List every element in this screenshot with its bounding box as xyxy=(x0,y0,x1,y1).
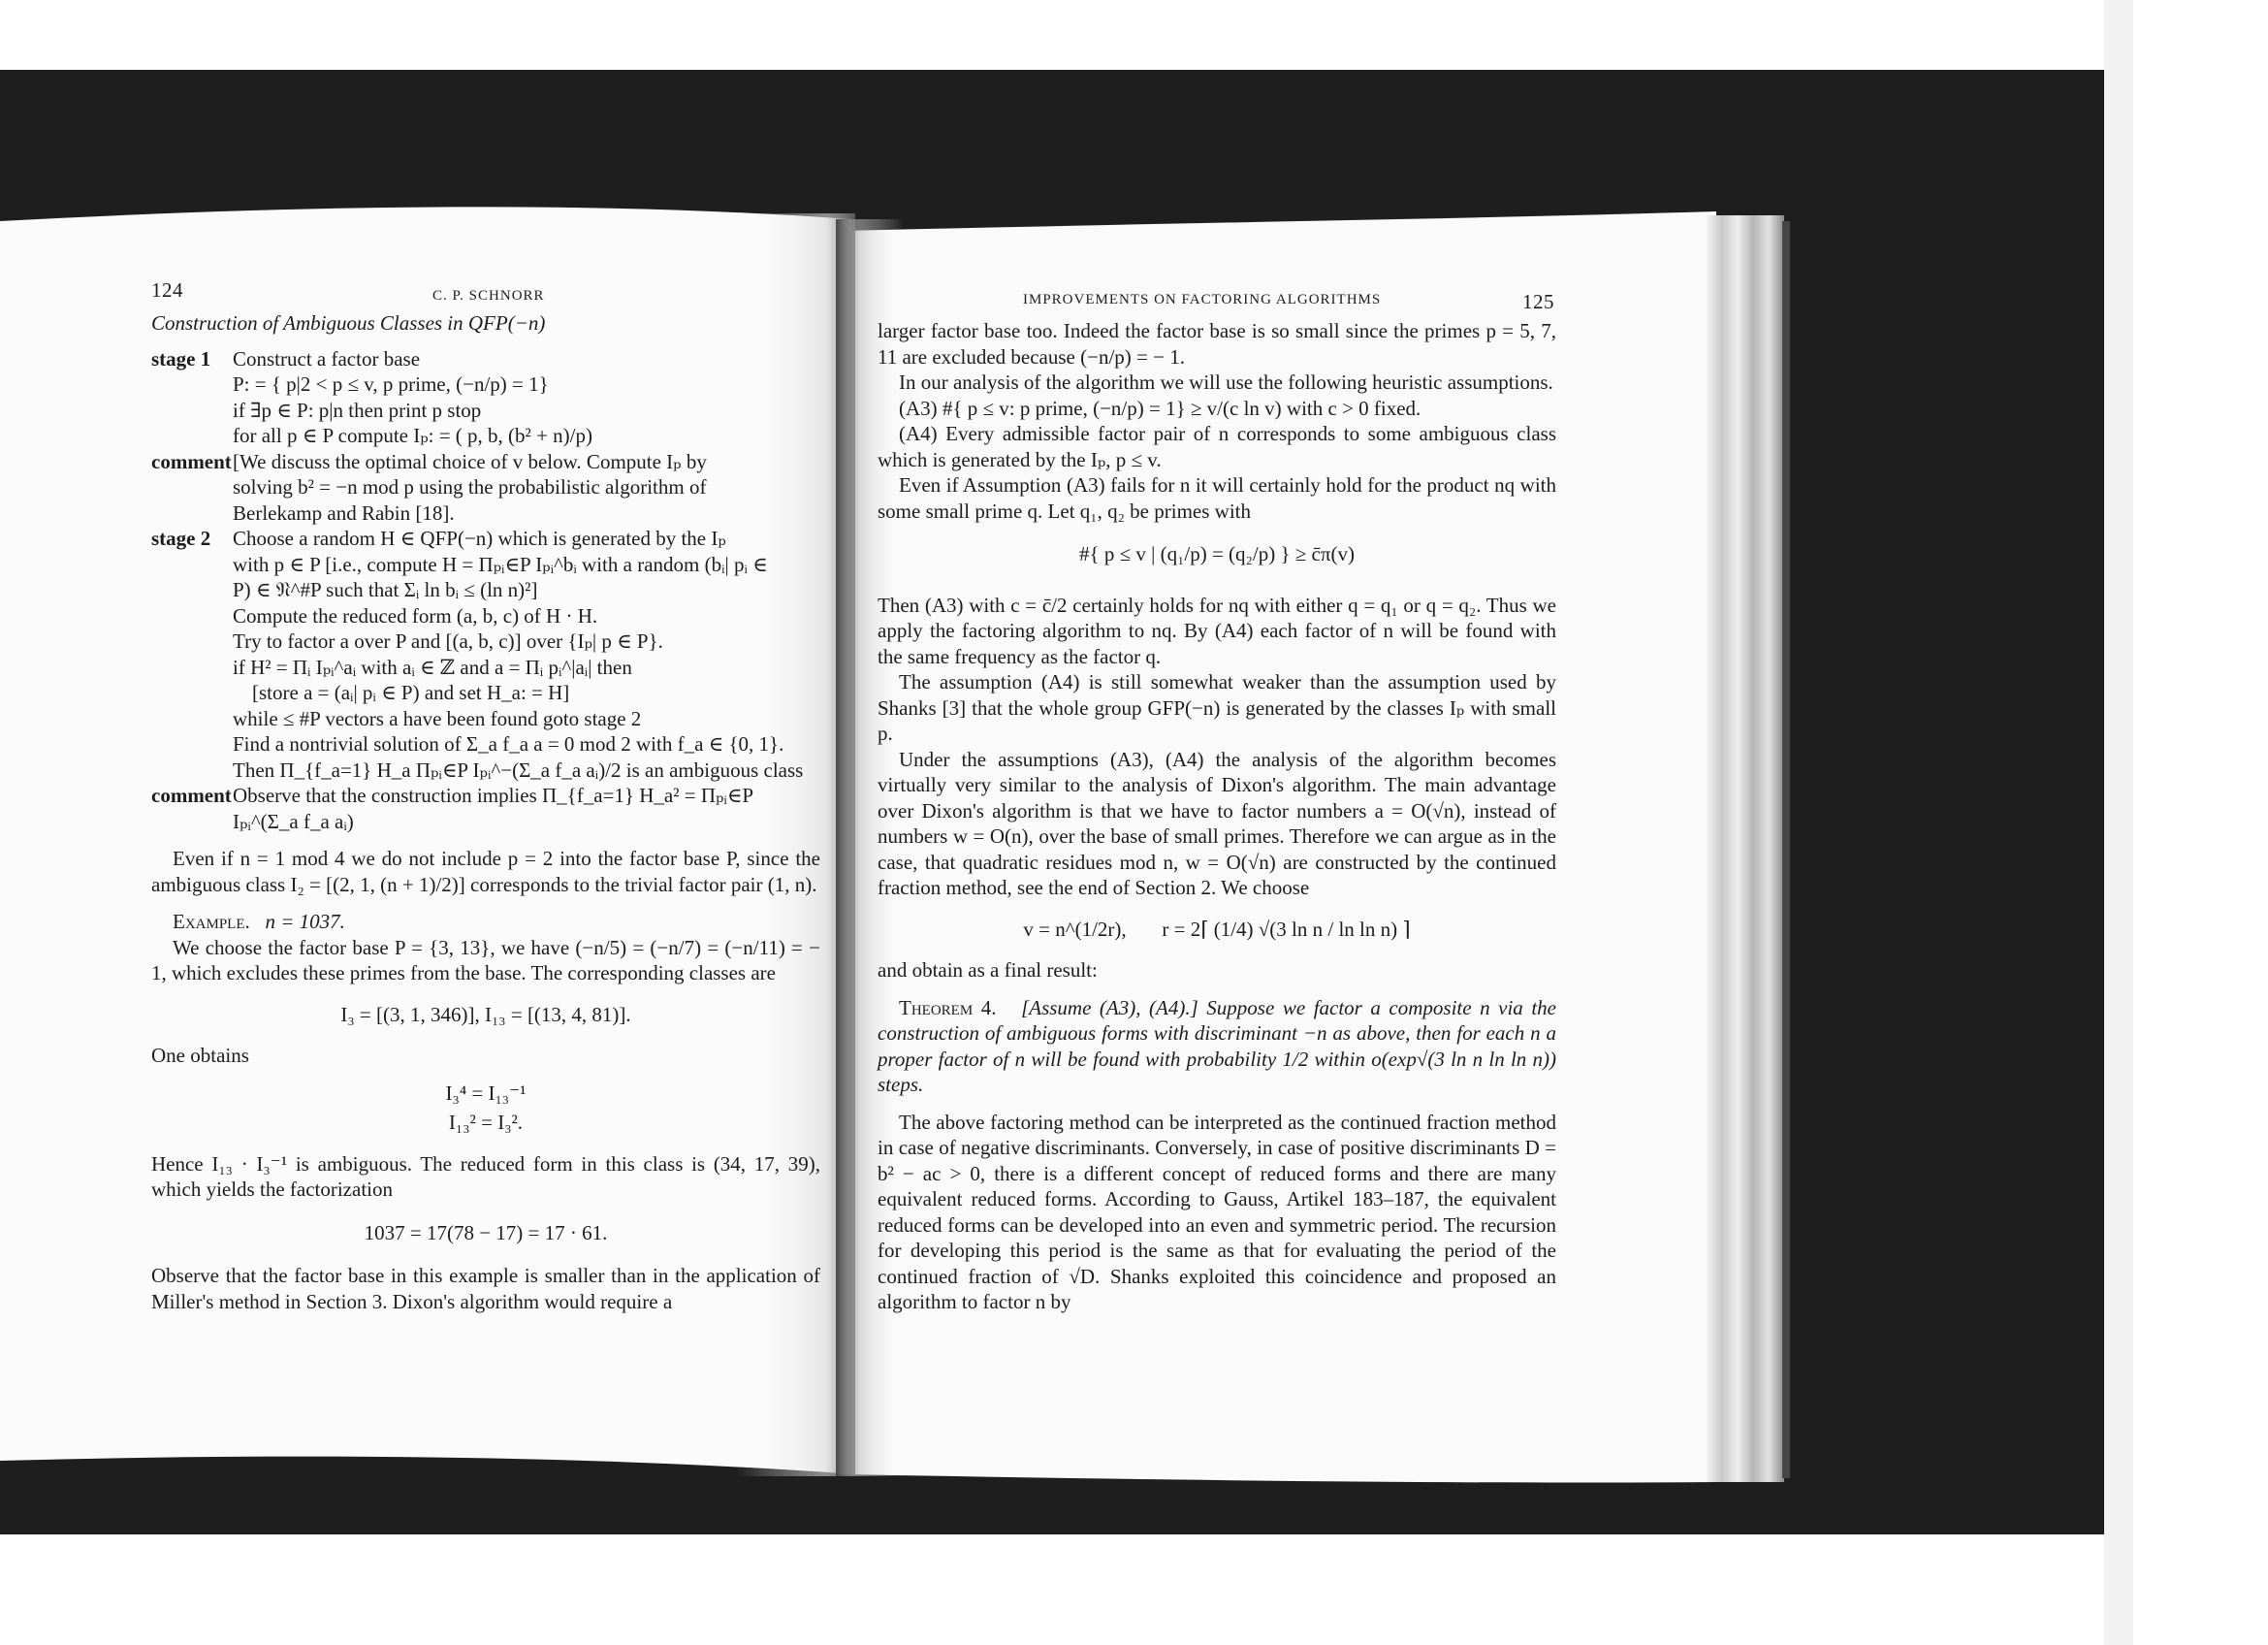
paragraph: Observe that the factor base in this example is smaller than in the application of Miller's method in Section 3. Dixon's algorithm would require a xyxy=(151,1264,820,1313)
assumption-a4: (A4) Every admissible factor pair of n corresponds to some ambiguous class which is generated by the Iₚ, p ≤ v. xyxy=(878,422,1556,471)
paragraph: The above factoring method can be interpreted as the continued fraction method in case of negative discriminants. Conversely, in case of positive discriminants D = b² − ac > 0, there is a different concept of reduced forms and there are many equivalent reduced forms. According to Gauss, Artikel 183–187, the equivalent reduced forms can be developed into an even and symmetric period. The recursion for developing this period is the same as that for evaluating the period of the continued fraction of √D. Shanks exploited this coincidence and proposed an algorithm to factor n by xyxy=(878,1110,1556,1313)
right-running-head: IMPROVEMENTS ON FACTORING ALGORITHMS xyxy=(1023,292,1382,307)
stage2-line: if H² = Πᵢ Iₚᵢ^aᵢ with aᵢ ∈ ℤ and a = Πᵢ pᵢ^|aᵢ| then xyxy=(233,655,632,679)
paragraph: Even if Assumption (A3) fails for n it will certainly hold for the product nq with some small prime q. Let q₁, q₂ be primes with xyxy=(878,473,1556,523)
stage1-label: stage 1 xyxy=(151,346,211,371)
equation-v: v = n^(1/2r), xyxy=(1023,917,1127,941)
paragraph: and obtain as a final result: xyxy=(878,958,1098,982)
paragraph: One obtains xyxy=(151,1044,249,1067)
stage2-line: Compute the reduced form (a, b, c) of H · H. xyxy=(233,603,598,628)
theorem xyxy=(878,995,1556,1098)
paragraph: The assumption (A4) is still somewhat weaker than the assumption used by Shanks [3] that the whole group GFP(−n) is generated by the classes Iₚ with small p. xyxy=(878,670,1556,745)
stage2-line: Then Π_{f_a=1} H_a Πₚᵢ∈P Iₚᵢ^−(Σ_a f_a aᵢ)/2 is an ambiguous class xyxy=(233,758,804,782)
left-page-header xyxy=(151,274,820,310)
theorem-heading: Theorem 4. xyxy=(899,995,997,1019)
example-label: Example. xyxy=(173,910,250,933)
comment1-line: [We discuss the optimal choice of v below. Compute Iₚ by xyxy=(233,449,707,473)
theorem-text: [Assume (A3), (A4).] Suppose we factor a composite n via the construction of ambiguous forms with discriminant −n as above, then for each n a proper factor of n will be found with probability 1/2 within o(exp√(3 ln n ln ln n)) steps. xyxy=(878,995,1556,1096)
comment1-block xyxy=(151,449,820,527)
equation: I₁₃² = I₃². xyxy=(448,1111,524,1134)
stage2-block xyxy=(151,526,820,783)
equation-block xyxy=(878,917,1556,943)
stage2-line: Find a nontrivial solution of Σ_a f_a a = 0 mod 2 with f_a ∈ {0, 1}. xyxy=(233,732,784,756)
paragraph: Under the assumptions (A3), (A4) the analysis of the algorithm becomes virtually very similar to the analysis of Dixon's algorithm. The main advantage over Dixon's algorithm is that we have to factor numbers a = O(√n), instead of numbers w = O(n), over the base of small primes. Therefore we can argue as in the case, that quadratic residues mod n, w = O(√n) are constructed by the continued fraction method, see the end of Section 2. We choose xyxy=(878,747,1556,899)
right-page-header xyxy=(878,274,1556,313)
stage1-block xyxy=(151,346,820,449)
left-page xyxy=(151,274,820,1314)
equation-r: r = 2⌈ (1/4) √(3 ln n / ln ln n) ⌉ xyxy=(1162,917,1411,941)
assumption-a3: (A3) #{ p ≤ v: p prime, (−n/p) = 1} ≥ v/(c ln v) with c > 0 fixed. xyxy=(899,396,1421,420)
comment1-line: solving b² = −n mod p using the probabilistic algorithm of xyxy=(233,475,707,499)
stage1-line: Construct a factor base xyxy=(233,346,421,371)
example-heading xyxy=(151,909,820,935)
stage2-line: [store a = (aᵢ| pᵢ ∈ P) and set H_a: = H] xyxy=(252,681,570,704)
stage2-line: with p ∈ P [i.e., compute H = Πₚᵢ∈P Iₚᵢ^bᵢ with a random (bᵢ| pᵢ ∈ xyxy=(233,552,768,576)
paragraph: Even if n = 1 mod 4 we do not include p = 2 into the factor base P, since the ambiguous class I₂ = [(2, 1, (n + 1)/2)] corresponds to the trivial factor pair (1, n). xyxy=(151,847,820,896)
equation: I₃ = [(3, 1, 346)], I₁₃ = [(13, 4, 81)]. xyxy=(340,1002,631,1026)
stage1-line: for all p ∈ P compute Iₚ: = ( p, b, (b² + n)/p) xyxy=(233,424,592,447)
left-running-head: C. P. SCHNORR xyxy=(432,288,545,304)
stage2-line: while ≤ #P vectors a have been found goto stage 2 xyxy=(233,706,642,730)
stage2-label: stage 2 xyxy=(151,527,211,550)
stage2-line: P) ∈ 𝔑^#P such that Σᵢ ln bᵢ ≤ (ln n)²] xyxy=(233,578,538,601)
paragraph: In our analysis of the algorithm we will use the following heuristic assumptions. xyxy=(899,371,1553,394)
section-title: Construction of Ambiguous Classes in QFP(−n) xyxy=(151,311,546,335)
stage1-line: if ∃p ∈ P: p|n then print p stop xyxy=(233,398,482,422)
stage2-line: Try to factor a over P and [(a, b, c)] over {Iₚ| p ∈ P}. xyxy=(233,629,663,653)
left-page-number: 124 xyxy=(151,278,183,302)
stage1-line: P: = { p|2 < p ≤ v, p prime, (−n/p) = 1} xyxy=(233,372,549,396)
comment1-line: Berlekamp and Rabin [18]. xyxy=(233,500,455,525)
right-page xyxy=(878,274,1556,1315)
comment1-label: comment xyxy=(151,449,232,473)
paragraph: Then (A3) with c = c̄/2 certainly holds for nq with either q = q₁ or q = q₂. Thus we apply the factoring algorithm to nq. By (A4) each factor of n will be found with the same frequency as the factor q. xyxy=(878,593,1556,668)
equation: I₃⁴ = I₁₃⁻¹ xyxy=(445,1081,527,1105)
equation: 1037 = 17(78 − 17) = 17 · 61. xyxy=(364,1220,608,1244)
example-value: n = 1037. xyxy=(265,910,345,933)
stage2-line: Choose a random H ∈ QFP(−n) which is generated by the Iₚ xyxy=(233,527,726,550)
equation: #{ p ≤ v | (q₁/p) = (q₂/p) } ≥ c̄π(v) xyxy=(1079,542,1355,565)
paragraph: Hence I₁₃ · I₃⁻¹ is ambiguous. The reduced form in this class is (34, 17, 39), which yields the factorization xyxy=(151,1151,820,1201)
right-page-number: 125 xyxy=(1522,290,1554,313)
comment2-block xyxy=(151,783,820,834)
paragraph: larger factor base too. Indeed the factor base is so small since the primes p = 5, 7, 11 are excluded because (−n/p) = − 1. xyxy=(878,319,1556,369)
comment2-text: Observe that the construction implies Π_{f_a=1} H_a² = Πₚᵢ∈P Iₚᵢ^(Σ_a f_a aᵢ) xyxy=(233,784,753,833)
comment2-label: comment xyxy=(151,784,232,807)
paragraph: We choose the factor base P = {3, 13}, we have (−n/5) = (−n/7) = (−n/11) = − 1, which excludes these primes from the base. The corresponding classes are xyxy=(151,935,820,984)
